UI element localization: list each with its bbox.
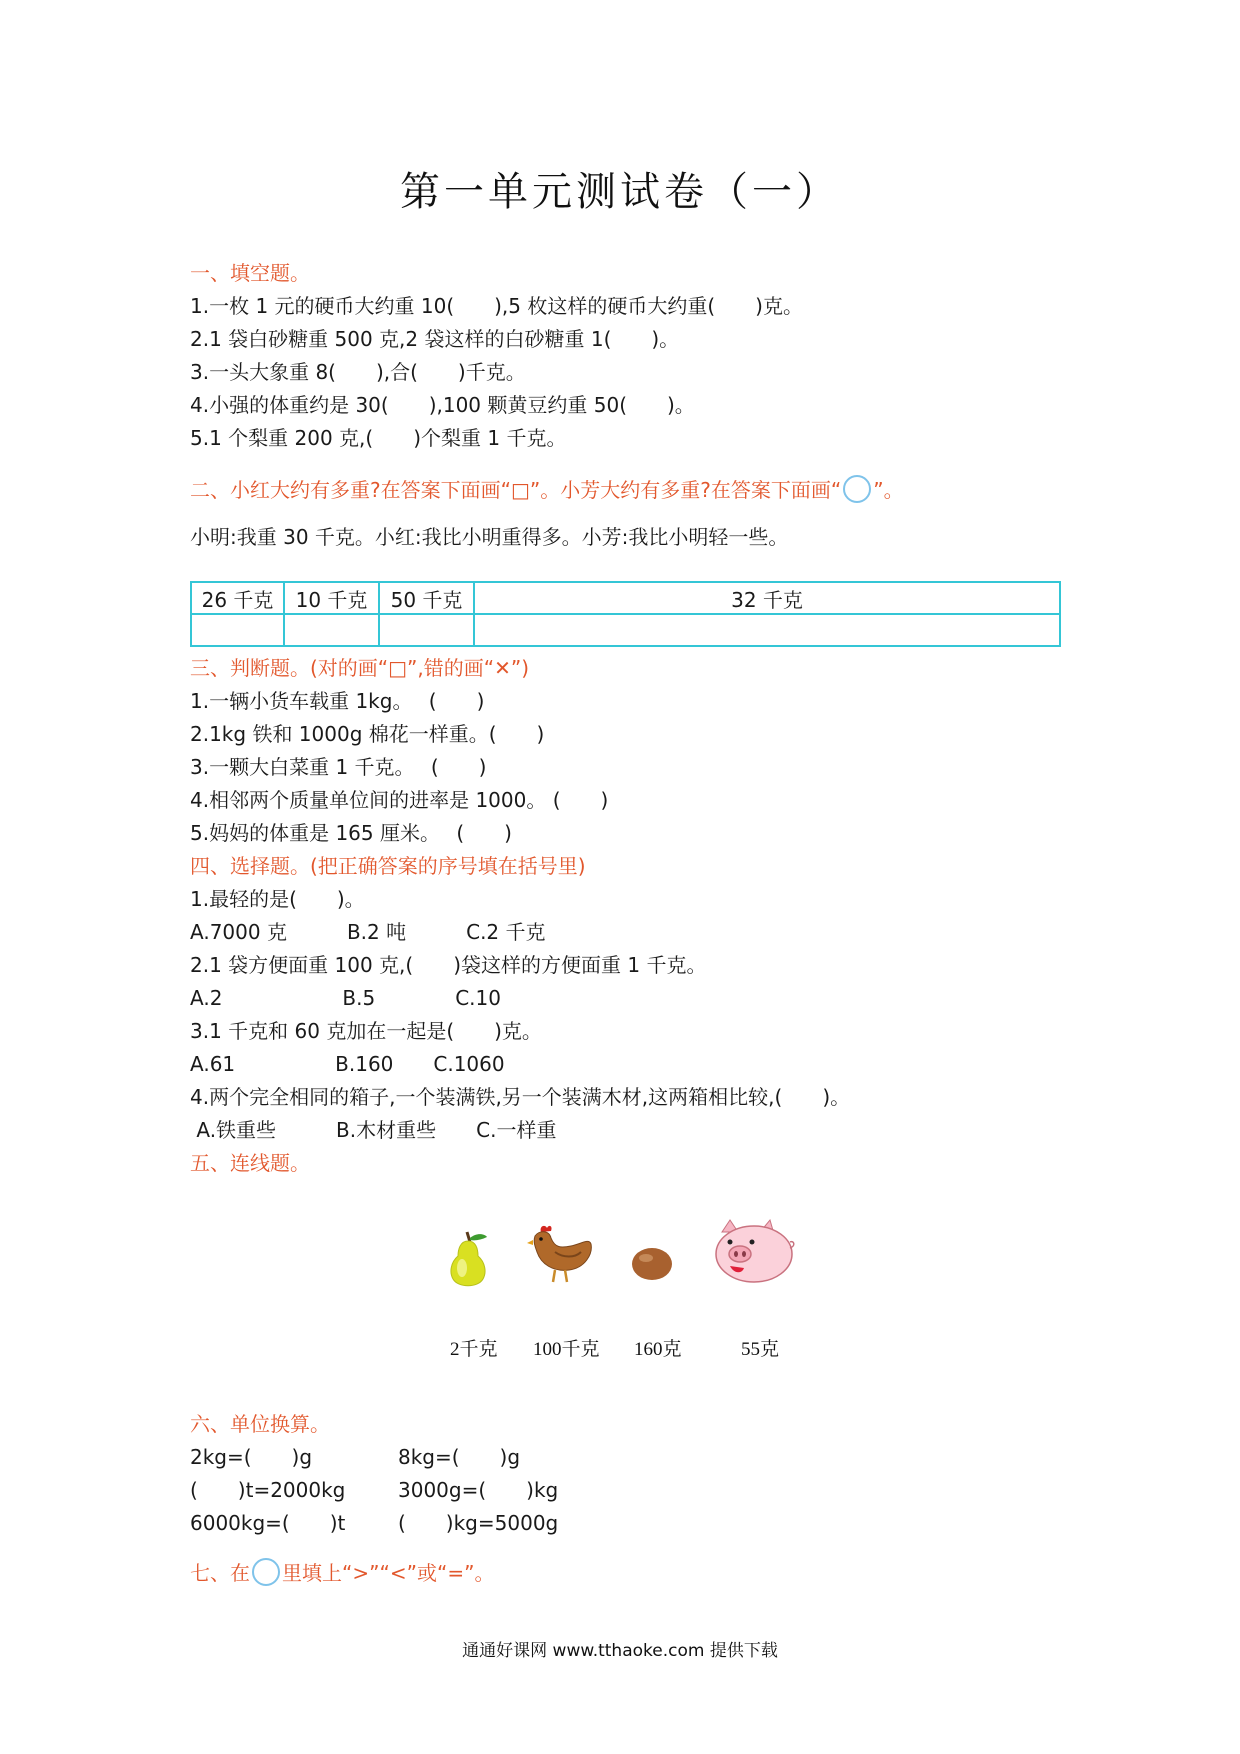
section-4-heading: 四、选择题。(把正确答案的序号填在括号里): [190, 854, 586, 878]
answer-cell[interactable]: [191, 614, 284, 646]
conversion-item: 3000g=( )kg: [398, 1478, 559, 1502]
pig-icon: [712, 1218, 796, 1288]
conversion-item: 6000kg=( )t: [190, 1511, 346, 1535]
choice-question-3: 3.1 千克和 60 克加在一起是( )克。: [190, 1019, 542, 1043]
judge-question-3: 3.一颗大白菜重 1 千克。 ( ): [190, 755, 487, 779]
weight-answer-table: [190, 581, 1061, 647]
table-row: [191, 614, 1060, 646]
section-6-heading: 六、单位换算。: [190, 1412, 330, 1436]
weight-option-32kg: 32 千克: [474, 582, 1060, 614]
judge-question-2: 2.1kg 铁和 1000g 棉花一样重。( ): [190, 722, 545, 746]
section-2-statement: 小明:我重 30 千克。小红:我比小明重得多。小芳:我比小明轻一些。: [190, 525, 789, 549]
weight-label-100kg: 100千克: [533, 1339, 600, 1360]
weight-option-50kg: 50 千克: [379, 582, 474, 614]
weight-option-26kg: 26 千克: [191, 582, 284, 614]
hen-icon: [525, 1218, 595, 1286]
section-7-heading-text: 七、在: [190, 1561, 250, 1585]
choice-question-4: 4.两个完全相同的箱子,一个装满铁,另一个装满木材,这两箱相比较,( )。: [190, 1085, 851, 1109]
weight-label-2kg: 2千克: [450, 1339, 498, 1360]
choice-question-2: 2.1 袋方便面重 100 克,( )袋这样的方便面重 1 千克。: [190, 953, 707, 977]
answer-cell[interactable]: [284, 614, 379, 646]
section-5-heading: 五、连线题。: [190, 1151, 310, 1175]
judge-question-4: 4.相邻两个质量单位间的进率是 1000。 ( ): [190, 788, 609, 812]
choice-question-1: 1.最轻的是( )。: [190, 887, 365, 911]
answer-cell[interactable]: [379, 614, 474, 646]
section-1-heading: 一、填空题。: [190, 261, 310, 285]
choice-options-3: A.61 B.160 C.1060: [190, 1052, 505, 1076]
section-3-heading: 三、判断题。(对的画“□”,错的画“✕”): [190, 656, 530, 680]
judge-question-5: 5.妈妈的体重是 165 厘米。 ( ): [190, 821, 512, 845]
fill-question-4: 4.小强的体重约是 30( ),100 颗黄豆约重 50( )。: [190, 393, 695, 417]
choice-options-4: A.铁重些 B.木材重些 C.一样重: [190, 1118, 557, 1142]
weight-option-10kg: 10 千克: [284, 582, 379, 614]
fill-question-3: 3.一头大象重 8( ),合( )千克。: [190, 360, 526, 384]
answer-cell[interactable]: [474, 614, 1060, 646]
section-2-heading: [190, 474, 904, 503]
choice-options-1: A.7000 克 B.2 吨 C.2 千克: [190, 920, 546, 944]
choice-options-2: A.2 B.5 C.10: [190, 986, 501, 1010]
weight-label-55g: 55克: [741, 1339, 780, 1360]
section-7-heading: [190, 1557, 494, 1586]
conversion-item: ( )kg=5000g: [398, 1511, 559, 1535]
fill-question-1: 1.一枚 1 元的硬币大约重 10( ),5 枚这样的硬币大约重( )克。: [190, 294, 803, 318]
conversion-item: 2kg=( )g: [190, 1445, 313, 1469]
section-2-heading-text: 二、小红大约有多重?在答案下面画“□”。小芳大约有多重?在答案下面画“: [190, 478, 842, 502]
pear-icon: [443, 1228, 493, 1290]
judge-question-1: 1.一辆小货车载重 1kg。 ( ): [190, 689, 485, 713]
egg-icon: [630, 1245, 674, 1283]
weight-label-160g: 160克: [634, 1339, 682, 1360]
table-row: [191, 582, 1060, 614]
page-title: 第一单元测试卷（一）: [400, 169, 840, 215]
section-7-heading-end: 里填上“>”“<”或“=”。: [282, 1561, 495, 1585]
conversion-item: 8kg=( )g: [398, 1445, 521, 1469]
footer-credit: 通通好课网 www.tthaoke.com 提供下载: [462, 1641, 778, 1661]
section-2-heading-end: ”。: [873, 478, 904, 502]
fill-question-2: 2.1 袋白砂糖重 500 克,2 袋这样的白砂糖重 1( )。: [190, 327, 680, 351]
circle-icon: [252, 1558, 280, 1586]
circle-icon: [843, 475, 871, 503]
conversion-item: ( )t=2000kg: [190, 1478, 346, 1502]
fill-question-5: 5.1 个梨重 200 克,( )个梨重 1 千克。: [190, 426, 567, 450]
